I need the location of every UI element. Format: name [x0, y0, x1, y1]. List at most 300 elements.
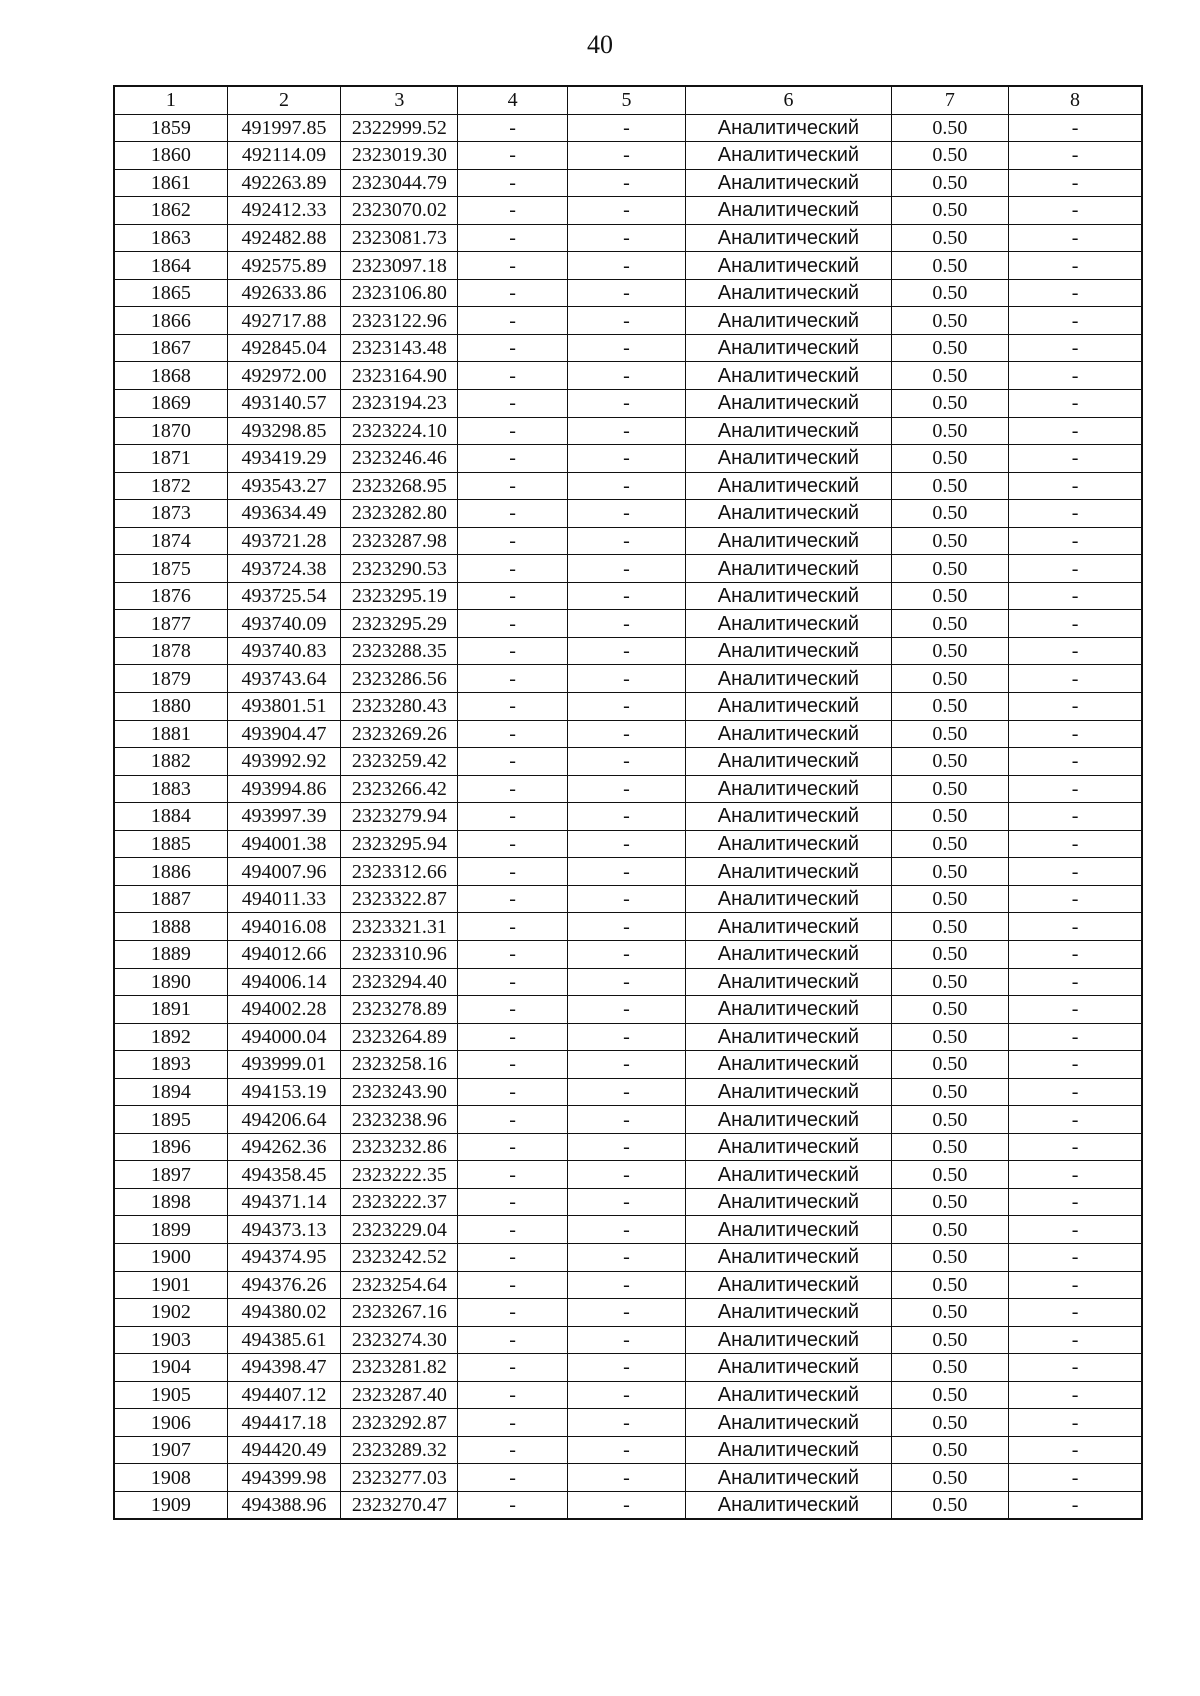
col8-cell: - [1009, 390, 1142, 418]
col4-cell: - [458, 445, 567, 473]
point-number-cell: 1860 [114, 142, 227, 170]
accuracy-cell: 0.50 [891, 445, 1008, 473]
table-row [114, 1243, 1142, 1271]
col5-cell: - [567, 417, 685, 445]
col5-cell: - [567, 1354, 685, 1382]
y-coordinate-cell: 2323242.52 [341, 1243, 458, 1271]
col4-cell: - [458, 940, 567, 968]
accuracy-cell: 0.50 [891, 169, 1008, 197]
col8-cell: - [1009, 637, 1142, 665]
x-coordinate-cell: 494398.47 [227, 1354, 340, 1382]
y-coordinate-cell: 2323164.90 [341, 362, 458, 390]
accuracy-cell: 0.50 [891, 1161, 1008, 1189]
col4-cell: - [458, 1051, 567, 1079]
col4-cell: - [458, 1354, 567, 1382]
col5-cell: - [567, 1106, 685, 1134]
x-coordinate-cell: 494000.04 [227, 1023, 340, 1051]
table-row [114, 830, 1142, 858]
point-number-cell: 1902 [114, 1299, 227, 1327]
table-row [114, 748, 1142, 776]
y-coordinate-cell: 2323106.80 [341, 279, 458, 307]
table-row [114, 1491, 1142, 1519]
y-coordinate-cell: 2323194.23 [341, 390, 458, 418]
col8-cell: - [1009, 1326, 1142, 1354]
col5-cell: - [567, 1491, 685, 1519]
table-row [114, 913, 1142, 941]
col8-cell: - [1009, 362, 1142, 390]
col5-cell: - [567, 1161, 685, 1189]
point-number-cell: 1865 [114, 279, 227, 307]
col4-cell: - [458, 1023, 567, 1051]
col4-cell: - [458, 968, 567, 996]
method-cell: Аналитический [686, 555, 892, 583]
method-cell: Аналитический [686, 445, 892, 473]
col5-cell: - [567, 1188, 685, 1216]
col8-cell: - [1009, 1051, 1142, 1079]
y-coordinate-cell: 2323281.82 [341, 1354, 458, 1382]
col4-cell: - [458, 252, 567, 280]
y-coordinate-cell: 2323222.37 [341, 1188, 458, 1216]
table-row [114, 1299, 1142, 1327]
point-number-cell: 1907 [114, 1436, 227, 1464]
table-row [114, 390, 1142, 418]
y-coordinate-cell: 2323254.64 [341, 1271, 458, 1299]
col4-cell: - [458, 307, 567, 335]
col4-cell: - [458, 142, 567, 170]
method-cell: Аналитический [686, 500, 892, 528]
col8-cell: - [1009, 445, 1142, 473]
point-number-cell: 1886 [114, 858, 227, 886]
x-coordinate-cell: 492972.00 [227, 362, 340, 390]
table-row [114, 252, 1142, 280]
accuracy-cell: 0.50 [891, 1216, 1008, 1244]
y-coordinate-cell: 2323229.04 [341, 1216, 458, 1244]
col5-cell: - [567, 500, 685, 528]
point-number-cell: 1876 [114, 582, 227, 610]
accuracy-cell: 0.50 [891, 1133, 1008, 1161]
col8-cell: - [1009, 1271, 1142, 1299]
col5-cell: - [567, 1133, 685, 1161]
col4-cell: - [458, 197, 567, 225]
method-cell: Аналитический [686, 390, 892, 418]
col5-cell: - [567, 1023, 685, 1051]
point-number-cell: 1904 [114, 1354, 227, 1382]
col5-cell: - [567, 1243, 685, 1271]
method-cell: Аналитический [686, 665, 892, 693]
col8-cell: - [1009, 693, 1142, 721]
method-cell: Аналитический [686, 224, 892, 252]
method-cell: Аналитический [686, 142, 892, 170]
table-row [114, 169, 1142, 197]
point-number-cell: 1866 [114, 307, 227, 335]
table-row [114, 1354, 1142, 1382]
table-row [114, 885, 1142, 913]
col4-cell: - [458, 1464, 567, 1492]
point-number-cell: 1878 [114, 637, 227, 665]
accuracy-cell: 0.50 [891, 390, 1008, 418]
column-header: 1 [114, 86, 227, 114]
accuracy-cell: 0.50 [891, 1354, 1008, 1382]
x-coordinate-cell: 493904.47 [227, 720, 340, 748]
accuracy-cell: 0.50 [891, 555, 1008, 583]
col8-cell: - [1009, 500, 1142, 528]
point-number-cell: 1906 [114, 1409, 227, 1437]
col8-cell: - [1009, 279, 1142, 307]
method-cell: Аналитический [686, 527, 892, 555]
x-coordinate-cell: 492633.86 [227, 279, 340, 307]
method-cell: Аналитический [686, 334, 892, 362]
x-coordinate-cell: 493419.29 [227, 445, 340, 473]
table-row [114, 1464, 1142, 1492]
y-coordinate-cell: 2323232.86 [341, 1133, 458, 1161]
table-row [114, 775, 1142, 803]
column-header: 2 [227, 86, 340, 114]
accuracy-cell: 0.50 [891, 252, 1008, 280]
table-row [114, 114, 1142, 142]
y-coordinate-cell: 2323287.98 [341, 527, 458, 555]
table-row [114, 1436, 1142, 1464]
method-cell: Аналитический [686, 279, 892, 307]
x-coordinate-cell: 494374.95 [227, 1243, 340, 1271]
accuracy-cell: 0.50 [891, 693, 1008, 721]
col5-cell: - [567, 913, 685, 941]
y-coordinate-cell: 2322999.52 [341, 114, 458, 142]
col5-cell: - [567, 1216, 685, 1244]
col4-cell: - [458, 1436, 567, 1464]
table-row [114, 472, 1142, 500]
col4-cell: - [458, 885, 567, 913]
method-cell: Аналитический [686, 197, 892, 225]
y-coordinate-cell: 2323246.46 [341, 445, 458, 473]
x-coordinate-cell: 494016.08 [227, 913, 340, 941]
y-coordinate-cell: 2323286.56 [341, 665, 458, 693]
y-coordinate-cell: 2323278.89 [341, 996, 458, 1024]
y-coordinate-cell: 2323274.30 [341, 1326, 458, 1354]
col8-cell: - [1009, 1216, 1142, 1244]
col5-cell: - [567, 390, 685, 418]
y-coordinate-cell: 2323321.31 [341, 913, 458, 941]
x-coordinate-cell: 493994.86 [227, 775, 340, 803]
accuracy-cell: 0.50 [891, 610, 1008, 638]
accuracy-cell: 0.50 [891, 279, 1008, 307]
col4-cell: - [458, 1381, 567, 1409]
accuracy-cell: 0.50 [891, 472, 1008, 500]
y-coordinate-cell: 2323269.26 [341, 720, 458, 748]
method-cell: Аналитический [686, 1243, 892, 1271]
method-cell: Аналитический [686, 1354, 892, 1382]
y-coordinate-cell: 2323238.96 [341, 1106, 458, 1134]
col8-cell: - [1009, 830, 1142, 858]
x-coordinate-cell: 493724.38 [227, 555, 340, 583]
point-number-cell: 1872 [114, 472, 227, 500]
col8-cell: - [1009, 582, 1142, 610]
col4-cell: - [458, 582, 567, 610]
method-cell: Аналитический [686, 1271, 892, 1299]
point-number-cell: 1883 [114, 775, 227, 803]
point-number-cell: 1892 [114, 1023, 227, 1051]
accuracy-cell: 0.50 [891, 1271, 1008, 1299]
col8-cell: - [1009, 1491, 1142, 1519]
col8-cell: - [1009, 555, 1142, 583]
method-cell: Аналитический [686, 1326, 892, 1354]
accuracy-cell: 0.50 [891, 637, 1008, 665]
point-number-cell: 1895 [114, 1106, 227, 1134]
table-row [114, 582, 1142, 610]
method-cell: Аналитический [686, 1133, 892, 1161]
y-coordinate-cell: 2323268.95 [341, 472, 458, 500]
point-number-cell: 1867 [114, 334, 227, 362]
col4-cell: - [458, 720, 567, 748]
col5-cell: - [567, 968, 685, 996]
y-coordinate-cell: 2323224.10 [341, 417, 458, 445]
col5-cell: - [567, 224, 685, 252]
accuracy-cell: 0.50 [891, 885, 1008, 913]
y-coordinate-cell: 2323267.16 [341, 1299, 458, 1327]
col4-cell: - [458, 775, 567, 803]
x-coordinate-cell: 493634.49 [227, 500, 340, 528]
x-coordinate-cell: 493721.28 [227, 527, 340, 555]
method-cell: Аналитический [686, 968, 892, 996]
table-row [114, 803, 1142, 831]
point-number-cell: 1885 [114, 830, 227, 858]
col5-cell: - [567, 1078, 685, 1106]
col8-cell: - [1009, 334, 1142, 362]
col8-cell: - [1009, 748, 1142, 776]
accuracy-cell: 0.50 [891, 913, 1008, 941]
method-cell: Аналитический [686, 610, 892, 638]
col8-cell: - [1009, 858, 1142, 886]
method-cell: Аналитический [686, 582, 892, 610]
method-cell: Аналитический [686, 1409, 892, 1437]
point-number-cell: 1877 [114, 610, 227, 638]
y-coordinate-cell: 2323264.89 [341, 1023, 458, 1051]
method-cell: Аналитический [686, 1188, 892, 1216]
table-row [114, 1409, 1142, 1437]
x-coordinate-cell: 494420.49 [227, 1436, 340, 1464]
table-row [114, 362, 1142, 390]
x-coordinate-cell: 494373.13 [227, 1216, 340, 1244]
point-number-cell: 1898 [114, 1188, 227, 1216]
x-coordinate-cell: 494417.18 [227, 1409, 340, 1437]
col8-cell: - [1009, 1436, 1142, 1464]
col4-cell: - [458, 996, 567, 1024]
col5-cell: - [567, 1381, 685, 1409]
y-coordinate-cell: 2323289.32 [341, 1436, 458, 1464]
x-coordinate-cell: 494153.19 [227, 1078, 340, 1106]
method-cell: Аналитический [686, 417, 892, 445]
x-coordinate-cell: 494385.61 [227, 1326, 340, 1354]
y-coordinate-cell: 2323097.18 [341, 252, 458, 280]
col5-cell: - [567, 472, 685, 500]
x-coordinate-cell: 492412.33 [227, 197, 340, 225]
x-coordinate-cell: 493999.01 [227, 1051, 340, 1079]
y-coordinate-cell: 2323259.42 [341, 748, 458, 776]
x-coordinate-cell: 494371.14 [227, 1188, 340, 1216]
method-cell: Аналитический [686, 1161, 892, 1189]
x-coordinate-cell: 493543.27 [227, 472, 340, 500]
x-coordinate-cell: 493992.92 [227, 748, 340, 776]
col5-cell: - [567, 885, 685, 913]
col5-cell: - [567, 362, 685, 390]
x-coordinate-cell: 492845.04 [227, 334, 340, 362]
col5-cell: - [567, 803, 685, 831]
table-row [114, 1381, 1142, 1409]
y-coordinate-cell: 2323295.29 [341, 610, 458, 638]
col8-cell: - [1009, 610, 1142, 638]
point-number-cell: 1901 [114, 1271, 227, 1299]
accuracy-cell: 0.50 [891, 1051, 1008, 1079]
col5-cell: - [567, 555, 685, 583]
table-row [114, 279, 1142, 307]
x-coordinate-cell: 494358.45 [227, 1161, 340, 1189]
col5-cell: - [567, 693, 685, 721]
table-row [114, 720, 1142, 748]
accuracy-cell: 0.50 [891, 720, 1008, 748]
page-number: 40 [587, 30, 613, 59]
col8-cell: - [1009, 940, 1142, 968]
col5-cell: - [567, 279, 685, 307]
col8-cell: - [1009, 1464, 1142, 1492]
y-coordinate-cell: 2323143.48 [341, 334, 458, 362]
col5-cell: - [567, 665, 685, 693]
accuracy-cell: 0.50 [891, 830, 1008, 858]
x-coordinate-cell: 493298.85 [227, 417, 340, 445]
col8-cell: - [1009, 472, 1142, 500]
accuracy-cell: 0.50 [891, 996, 1008, 1024]
col8-cell: - [1009, 1023, 1142, 1051]
y-coordinate-cell: 2323258.16 [341, 1051, 458, 1079]
y-coordinate-cell: 2323122.96 [341, 307, 458, 335]
point-number-cell: 1859 [114, 114, 227, 142]
col8-cell: - [1009, 665, 1142, 693]
accuracy-cell: 0.50 [891, 1326, 1008, 1354]
x-coordinate-cell: 493740.09 [227, 610, 340, 638]
col4-cell: - [458, 390, 567, 418]
col8-cell: - [1009, 252, 1142, 280]
table-row [114, 224, 1142, 252]
point-number-cell: 1871 [114, 445, 227, 473]
method-cell: Аналитический [686, 252, 892, 280]
col4-cell: - [458, 1491, 567, 1519]
point-number-cell: 1896 [114, 1133, 227, 1161]
col4-cell: - [458, 114, 567, 142]
col4-cell: - [458, 665, 567, 693]
x-coordinate-cell: 494012.66 [227, 940, 340, 968]
point-number-cell: 1873 [114, 500, 227, 528]
col4-cell: - [458, 362, 567, 390]
y-coordinate-cell: 2323222.35 [341, 1161, 458, 1189]
y-coordinate-cell: 2323266.42 [341, 775, 458, 803]
y-coordinate-cell: 2323294.40 [341, 968, 458, 996]
col4-cell: - [458, 693, 567, 721]
col4-cell: - [458, 610, 567, 638]
x-coordinate-cell: 494206.64 [227, 1106, 340, 1134]
col5-cell: - [567, 582, 685, 610]
column-header: 5 [567, 86, 685, 114]
method-cell: Аналитический [686, 996, 892, 1024]
method-cell: Аналитический [686, 858, 892, 886]
point-number-cell: 1905 [114, 1381, 227, 1409]
point-number-cell: 1881 [114, 720, 227, 748]
col8-cell: - [1009, 417, 1142, 445]
point-number-cell: 1887 [114, 885, 227, 913]
col8-cell: - [1009, 885, 1142, 913]
method-cell: Аналитический [686, 885, 892, 913]
col4-cell: - [458, 1409, 567, 1437]
col4-cell: - [458, 527, 567, 555]
col5-cell: - [567, 1299, 685, 1327]
col8-cell: - [1009, 142, 1142, 170]
accuracy-cell: 0.50 [891, 1409, 1008, 1437]
col4-cell: - [458, 279, 567, 307]
table-row [114, 996, 1142, 1024]
point-number-cell: 1891 [114, 996, 227, 1024]
table-row [114, 142, 1142, 170]
method-cell: Аналитический [686, 1216, 892, 1244]
col5-cell: - [567, 940, 685, 968]
point-number-cell: 1879 [114, 665, 227, 693]
point-number-cell: 1890 [114, 968, 227, 996]
col5-cell: - [567, 830, 685, 858]
col5-cell: - [567, 637, 685, 665]
accuracy-cell: 0.50 [891, 1381, 1008, 1409]
x-coordinate-cell: 493997.39 [227, 803, 340, 831]
col5-cell: - [567, 1409, 685, 1437]
x-coordinate-cell: 493801.51 [227, 693, 340, 721]
accuracy-cell: 0.50 [891, 1243, 1008, 1271]
col5-cell: - [567, 1464, 685, 1492]
col5-cell: - [567, 610, 685, 638]
col8-cell: - [1009, 307, 1142, 335]
method-cell: Аналитический [686, 1051, 892, 1079]
table-row [114, 1023, 1142, 1051]
point-number-cell: 1868 [114, 362, 227, 390]
accuracy-cell: 0.50 [891, 775, 1008, 803]
accuracy-cell: 0.50 [891, 748, 1008, 776]
method-cell: Аналитический [686, 913, 892, 941]
point-number-cell: 1888 [114, 913, 227, 941]
col4-cell: - [458, 224, 567, 252]
table-row [114, 1188, 1142, 1216]
accuracy-cell: 0.50 [891, 224, 1008, 252]
col5-cell: - [567, 748, 685, 776]
point-number-cell: 1864 [114, 252, 227, 280]
point-number-cell: 1882 [114, 748, 227, 776]
col4-cell: - [458, 1106, 567, 1134]
x-coordinate-cell: 492575.89 [227, 252, 340, 280]
y-coordinate-cell: 2323282.80 [341, 500, 458, 528]
method-cell: Аналитический [686, 1023, 892, 1051]
column-header: 7 [891, 86, 1008, 114]
column-header: 6 [686, 86, 892, 114]
y-coordinate-cell: 2323322.87 [341, 885, 458, 913]
table-row [114, 693, 1142, 721]
method-cell: Аналитический [686, 940, 892, 968]
table-body [114, 114, 1142, 1519]
accuracy-cell: 0.50 [891, 114, 1008, 142]
point-number-cell: 1897 [114, 1161, 227, 1189]
method-cell: Аналитический [686, 472, 892, 500]
col8-cell: - [1009, 114, 1142, 142]
table-row [114, 527, 1142, 555]
col8-cell: - [1009, 996, 1142, 1024]
y-coordinate-cell: 2323288.35 [341, 637, 458, 665]
table-row [114, 858, 1142, 886]
table-row [114, 665, 1142, 693]
col8-cell: - [1009, 197, 1142, 225]
accuracy-cell: 0.50 [891, 307, 1008, 335]
col5-cell: - [567, 197, 685, 225]
